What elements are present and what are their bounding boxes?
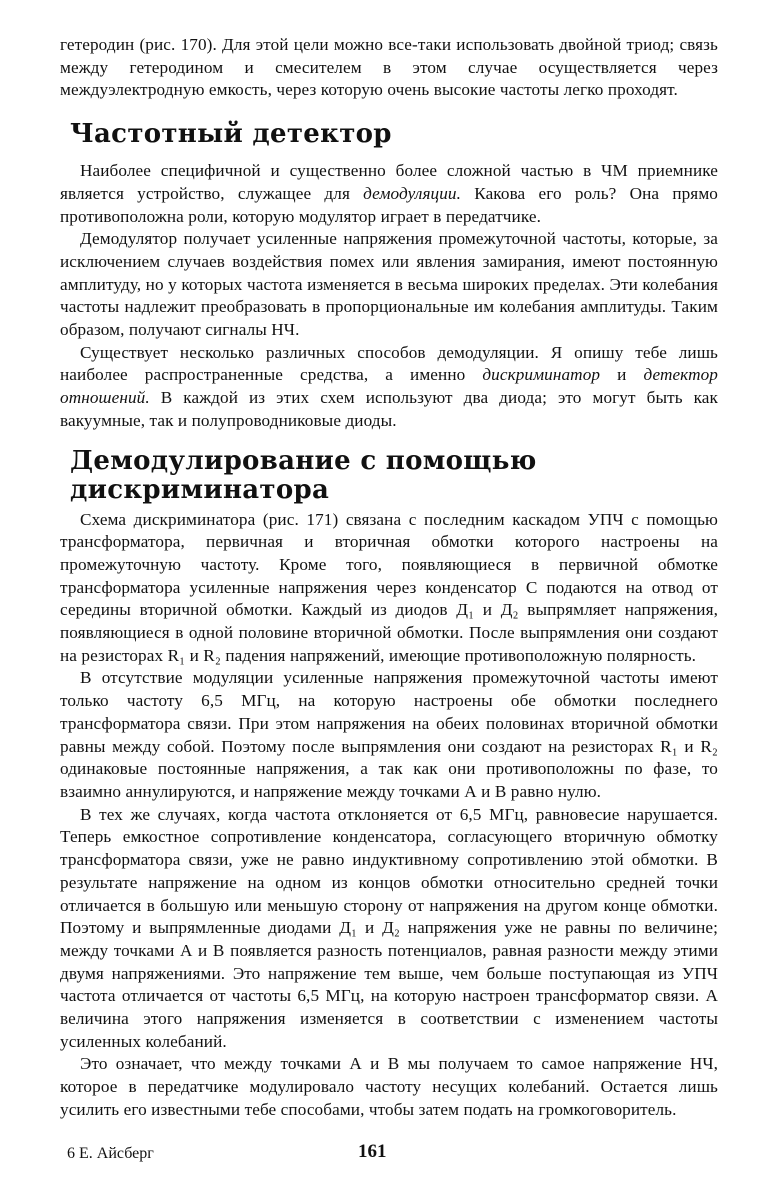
page-footer	[67, 1141, 718, 1171]
text-span: Наиболее специфичной и существенно более сложной частью в ЧМ приемнике является устройство, служащее для	[60, 161, 718, 203]
paragraph-no-modulation: В отсутствие модуляции усиленные напряжения промежуточной частоты имеют только частоту 6,5 МГц, на которую настроены обе обмотки последнего трансформатора связи. При этом напряжения на обеих половинах вторичной обмотки равны между собой. Поэтому после выпрямления они создают на резисторах R₁ и R₂ одинаковые постоянные напряжения, а так как они противоположны по фазе, то взаимно аннулируются, и напряжение между точками А и В равно нулю.	[60, 668, 718, 801]
paragraph-demodulator: Демодулятор получает усиленные напряжения промежуточной частоты, которые, за исключением случаев воздействия помех или явления замирания, имеют постоянную амплитуду, но у которых частота изменяется в весьма широких пределах. Эти колебания частоты надлежит преобразовать в пропорциональные им колебания амплитуды. Таким образом, получают сигналы НЧ.	[60, 229, 718, 340]
emphasis-ratio-detector: детектор отношений.	[60, 365, 718, 408]
heading-line-1: Демодулирование с помощью	[70, 445, 537, 476]
paragraph-continuation: гетеродин (рис. 170). Для этой цели можно все-таки использовать двойной триод; связь между гетеродином и смесителем в этом случае осуществляется через междуэлектродную емкость, через которую очень высокие частоты легко проходят.	[60, 35, 718, 100]
printer-signature: 6 Е. Айсберг	[67, 1145, 154, 1162]
heading-discriminator-demodulation	[70, 447, 718, 505]
emphasis-discriminator: дискриминатор	[482, 365, 601, 385]
paragraph-frequency-deviation: В тех же случаях, когда частота отклоняется от 6,5 МГц, равновесие нарушается. Теперь емкостное сопротивление конденсатора, согласующего вторичную обмотку трансформатора связи, уже не равно индуктивному сопротивлению этой обмотки. В результате напряжение на одном из концов обмотки относительно средней точки отличается в большую или меньшую сторону от напряжения на другом конце обмотки. Поэтому и выпрямленные диодами Д₁ и Д₂ напряжения уже не равны по величине; между точками А и В появляется разность потенциалов, равная разности между этими двумя напряжениями. Это напряжение тем выше, чем больше поступающая из УПЧ частота отличается от частоты 6,5 МГц, на которую настроен трансформатор связи. А величина этого напряжения изменяется в соответствии с изменением частоты усиленных колебаний.	[60, 804, 718, 1051]
paragraph-discriminator-circuit: Схема дискриминатора (рис. 171) связана с последним каскадом УПЧ с помощью трансформатора, первичная и вторичная обмотки которого настроены на промежуточную частоту. Кроме того, появляющиеся в первичной обмотке трансформатора усиленные напряжения через конденсатор С подаются на отвод от середины вторичной обмотки. Каждый из диодов Д₁ и Д₂ выпрямляет напряжения, появляющиеся в одной половине вторичной обмотки. После выпрямления они создают на резисторах R₁ и R₂ падения напряжений, имеющие противоположную полярность.	[60, 509, 718, 665]
text-span: и	[600, 365, 644, 385]
text-span: В каждой из этих схем используют два диода; это могут быть как вакуумные, так и полупроводниковые диоды.	[60, 388, 718, 430]
page-number: 161	[358, 1141, 387, 1162]
heading-line-2: дискриминатора	[70, 474, 330, 505]
emphasis-demodulation: демодуляции.	[363, 183, 462, 203]
text-span: Существует несколько различных способов демодуляции. Я опишу тебе лишь наиболее распространенные средства, а именно	[60, 342, 718, 385]
heading-frequency-detector: Частотный детектор	[70, 119, 392, 150]
paragraph-fm-receiver-part	[60, 160, 718, 228]
text-span: Какова его роль? Она прямо противоположна роли, которую модулятор играет в передатчике.	[60, 183, 718, 226]
paragraph-demod-methods	[60, 342, 718, 433]
paragraph-conclusion: Это означает, что между точками А и В мы получаем то самое напряжение НЧ, которое в передатчике модулировало частоту несущих колебаний. Остается лишь усилить его известными тебе способами, чтобы затем подать на громкоговоритель.	[60, 1054, 718, 1119]
